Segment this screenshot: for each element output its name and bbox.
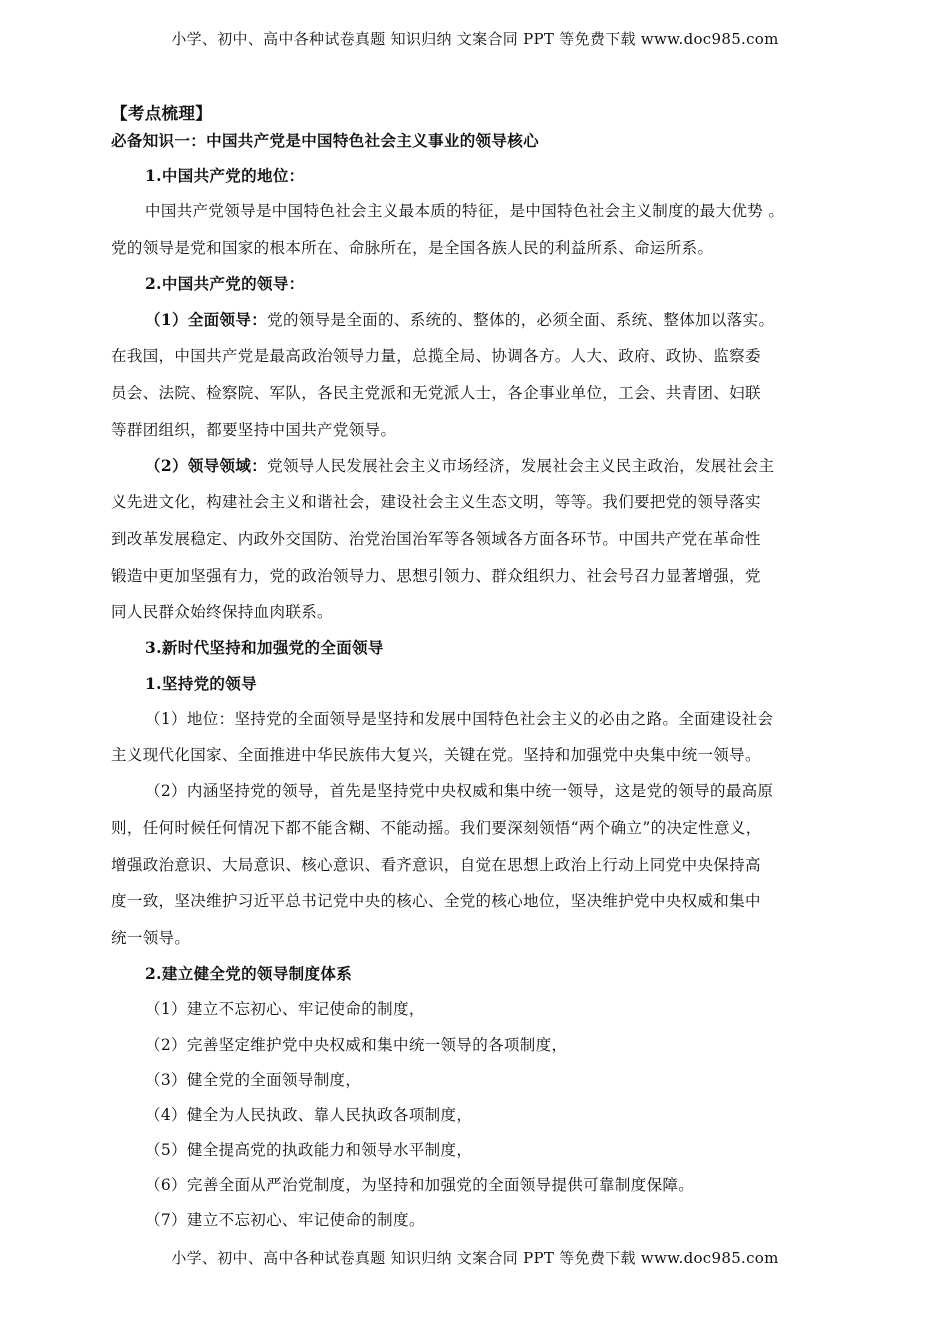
paragraph-line: [145, 456, 774, 476]
paragraph-line: （2）内涵坚持党的领导，首先是坚持党中央权威和集中统一领导，这是党的领导的最高原: [145, 782, 774, 800]
page-footer: 小学、初中、高中各种试卷真题 知识归纳 文案合同 PPT 等免费下载 www.doc985.com: [171, 1249, 779, 1267]
list-item: （1）建立不忘初心、牢记使命的制度，: [145, 1000, 425, 1018]
paragraph-line: 中国共产党领导是中国特色社会主义最本质的特征，是中国特色社会主义制度的最大优势 。: [145, 202, 785, 220]
heading-new-era: 3.新时代坚持和加强党的全面领导: [145, 638, 384, 657]
list-item: （7）建立不忘初心、牢记使命的制度。: [145, 1211, 425, 1229]
paragraph-line: 员会、法院、检察院、军队，各民主党派和无党派人士，各企事业单位，工会、共青团、妇联: [111, 384, 761, 402]
section-title: 【考点梳理】: [111, 104, 213, 123]
list-item: （6）完善全面从严治党制度，为坚持和加强党的全面领导提供可靠制度保障。: [145, 1176, 695, 1194]
list-item: （4）健全为人民执政、靠人民执政各项制度，: [145, 1106, 473, 1124]
heading-party-leadership: 2.中国共产党的领导：: [145, 274, 305, 293]
list-item: （3）健全党的全面领导制度，: [145, 1071, 362, 1089]
paragraph-line: 等群团组织，都要坚持中国共产党领导。: [111, 421, 397, 439]
paragraph-line: （1）地位：坚持党的全面领导是坚持和发展中国特色社会主义的必由之路。全面建设社会: [145, 710, 774, 728]
heading-party-status: 1.中国共产党的地位：: [145, 166, 305, 185]
paragraph-line: 同人民群众始终保持血肉联系。: [111, 603, 333, 621]
heading-leadership-system: 2.建立健全党的领导制度体系: [145, 964, 353, 983]
paragraph-line: 度一致，坚决维护习近平总书记党中央的核心、全党的核心地位，坚决维护党中央权威和集中: [111, 892, 761, 910]
list-item: （5）健全提高党的执政能力和领导水平制度，: [145, 1141, 473, 1159]
paragraph-line: 主义现代化国家、全面推进中华民族伟大复兴，关键在党。坚持和加强党中央集中统一领导。: [111, 746, 761, 764]
knowledge-title: 必备知识一：中国共产党是中国特色社会主义事业的领导核心: [111, 131, 539, 150]
paragraph-line: 党的领导是党和国家的根本所在、命脉所在，是全国各族人民的利益所系、命运所系。: [111, 239, 714, 257]
item-text: 党领导人民发展社会主义市场经济，发展社会主义民主政治，发展社会主: [267, 457, 775, 475]
list-item: （2）完善坚定维护党中央权威和集中统一领导的各项制度，: [145, 1036, 568, 1054]
paragraph-line: 统一领导。: [111, 929, 191, 947]
item-label-leadership-areas: （2）领导领域：: [145, 456, 268, 475]
heading-uphold-leadership: 1.坚持党的领导: [145, 674, 257, 693]
paragraph-line: 义先进文化，构建社会主义和谐社会，建设社会主义生态文明，等等。我们要把党的领导落实: [111, 493, 761, 511]
paragraph-line: 则，任何时候任何情况下都不能含糊、不能动摇。我们要深刻领悟“两个确立”的决定性意义，: [111, 819, 762, 837]
paragraph-line: 在我国，中国共产党是最高政治领导力量，总揽全局、协调各方。人大、政府、政协、监察委: [111, 347, 761, 365]
item-label-comprehensive-leadership: （1）全面领导：: [145, 310, 268, 329]
paragraph-line: 到改革发展稳定、内政外交国防、治党治国治军等各领域各方面各环节。中国共产党在革命性: [111, 530, 761, 548]
page-header: 小学、初中、高中各种试卷真题 知识归纳 文案合同 PPT 等免费下载 www.doc985.com: [171, 30, 779, 48]
item-text: 党的领导是全面的、系统的、整体的，必须全面、系统、整体加以落实。: [267, 311, 775, 329]
paragraph-line: 增强政治意识、大局意识、核心意识、看齐意识，自觉在思想上政治上行动上同党中央保持高: [111, 856, 761, 874]
paragraph-line: 锻造中更加坚强有力，党的政治领导力、思想引领力、群众组织力、社会号召力显著增强，党: [111, 567, 761, 585]
paragraph-line: [145, 310, 774, 330]
